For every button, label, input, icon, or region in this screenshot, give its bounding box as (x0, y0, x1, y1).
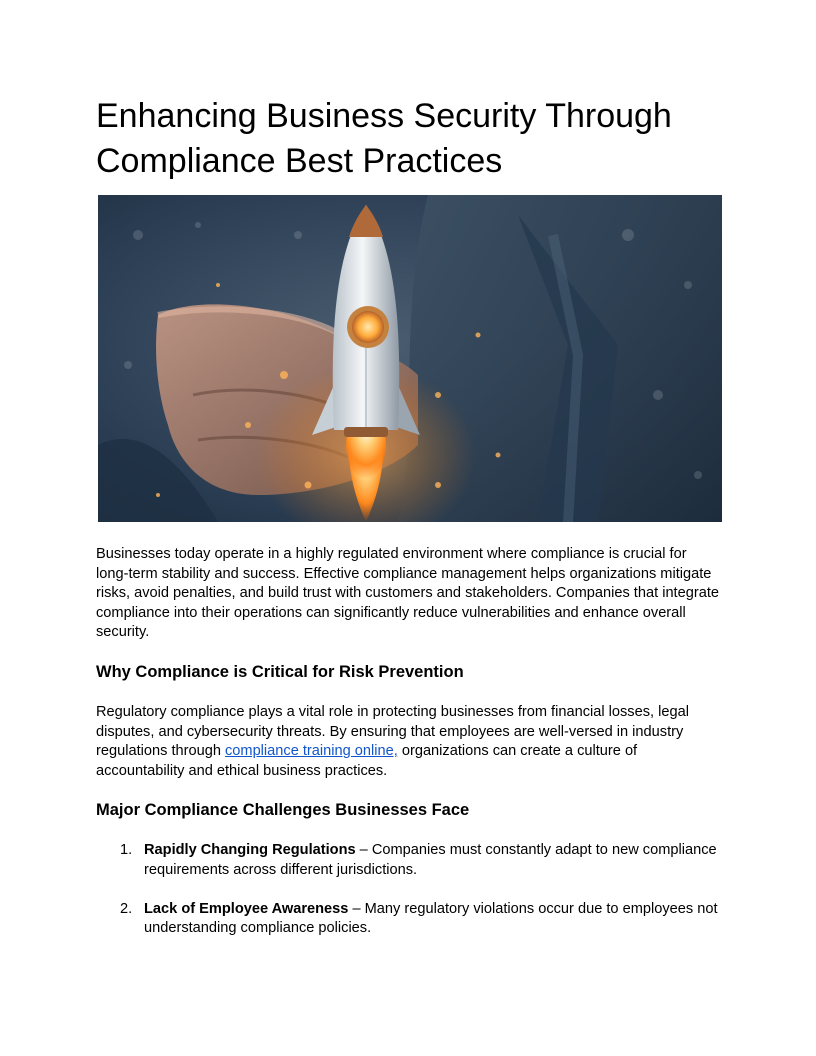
list-number: 2. (120, 900, 133, 917)
intro-paragraph: Businesses today operate in a highly regulated environment where compliance is crucial for long-term stability and success. Effective compliance management helps organizations mitigate risks, avoid penalties, and build trust with customers and stakeholders. Companies that integrate compliance into their operations can significantly reduce vulnerabilities and enhance overall security. (96, 546, 719, 641)
list-item (96, 841, 722, 880)
list-text: – Many regulatory violations occur due to employees not understanding compliance policies. (144, 900, 718, 937)
compliance-training-link[interactable]: compliance training online, (225, 743, 398, 760)
list-text: – Companies must constantly adapt to new compliance requirements across different jurisdictions. (144, 842, 717, 878)
list-item (96, 900, 722, 939)
page-title: Enhancing Business Security Through Compliance Best Practices (96, 97, 672, 180)
list-term: Lack of Employee Awareness (144, 900, 349, 917)
list-term: Rapidly Changing Regulations (144, 842, 356, 858)
section-heading-challenges: Major Compliance Challenges Businesses Face (96, 801, 470, 819)
rocket-launch-photo-icon (98, 195, 722, 522)
list-number: 1. (120, 842, 133, 858)
challenges-list (96, 841, 722, 959)
section-heading-risk-prevention: Why Compliance is Critical for Risk Prevention (96, 663, 464, 681)
risk-prevention-paragraph (96, 703, 722, 781)
paragraph-text: Regulatory compliance plays a vital role in protecting businesses from financial losses, legal disputes, and cybersecurity threats. By ensuring that employees are well-versed in industry regulations through (96, 704, 689, 760)
paragraph-text: organizations can create a culture of accountability and ethical business practices. (96, 743, 638, 779)
hero-image (98, 195, 722, 522)
